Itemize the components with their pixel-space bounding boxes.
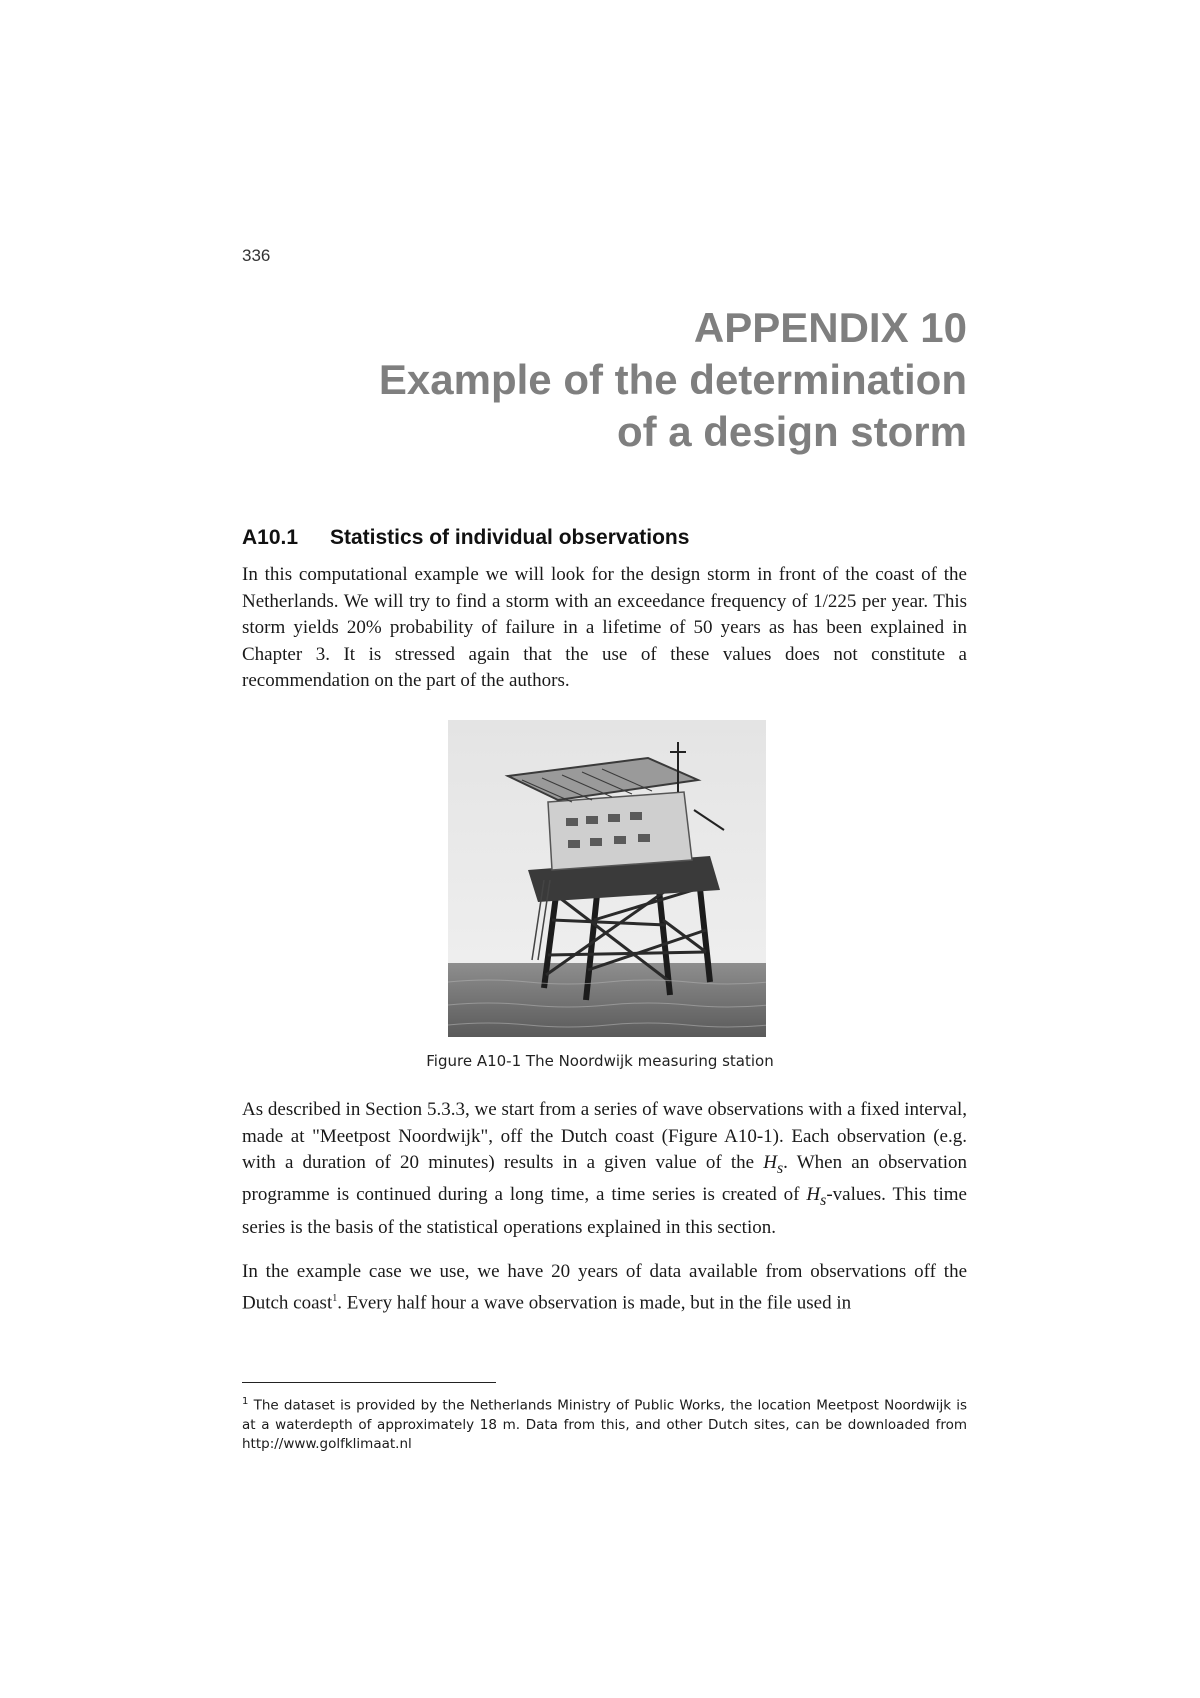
paragraph-observations <box>242 1097 967 1241</box>
symbol-h: H <box>806 1184 821 1206</box>
hs-symbol <box>763 1152 784 1177</box>
paragraph-text: -values. This time series is the basis of the statistical operations explained in this section. <box>242 1184 967 1238</box>
footnote-text: The dataset is provided by the Netherlands Ministry of Public Works, the location Meetpost Noordwijk is at a waterdepth of approximately 18 m. Data from this, and other Dutch sites, can be downloaded from http://www.golfklimaat.nl <box>242 1397 967 1452</box>
paragraph-text: . Every half hour a wave observation is made, but in the file used in <box>337 1291 852 1313</box>
section-number: A10.1 <box>242 526 299 549</box>
chapter-title-line-2: Example of the determination <box>378 356 967 403</box>
chapter-title-line-3: of a design storm <box>616 408 967 455</box>
figure-photo <box>448 720 766 1037</box>
page-number: 336 <box>242 246 271 265</box>
figure-caption: Figure A10-1 The Noordwijk measuring station <box>426 1052 774 1070</box>
chapter-title-line-1: APPENDIX 10 <box>693 304 967 351</box>
section-title: Statistics of individual observations <box>330 526 690 549</box>
paragraph-text: As described in Section 5.3.3, we start from a series of wave observations with a fixed interval, made at "Meetpost Noordwijk", off the Dutch coast (Figure A10-1). Each observation (e.g. with a duration of 20 minutes) results in a given value of the <box>242 1099 967 1173</box>
paragraph-text: In the example case we use, we have 20 years of data available from observations off the Dutch coast <box>242 1261 967 1313</box>
symbol-sub: s <box>776 1159 784 1177</box>
hs-symbol <box>806 1184 827 1210</box>
footnote-marker: 1 <box>242 1396 249 1407</box>
paragraph-dataset <box>242 1259 967 1316</box>
footnote-reference[interactable]: 1 <box>332 1292 338 1304</box>
section-heading <box>242 526 689 550</box>
symbol-sub: s <box>820 1192 827 1210</box>
footnote-divider <box>242 1382 496 1383</box>
chapter-title <box>379 302 967 458</box>
symbol-h: H <box>763 1152 777 1173</box>
paragraph-text: . When an observation programme is continued during a long time, a time series is created of <box>242 1152 968 1206</box>
paragraph-intro: In this computational example we will look for the design storm in front of the coast of the Netherlands. We will try to find a storm with an exceedance frequency of 1/225 per year. This storm yields 20% probability of failure in a lifetime of 50 years as has been explained in Chapter 3. It is stressed again that the use of these values does not constitute a recommendation on the part of the authors. <box>242 564 967 691</box>
footnote <box>242 1392 967 1454</box>
